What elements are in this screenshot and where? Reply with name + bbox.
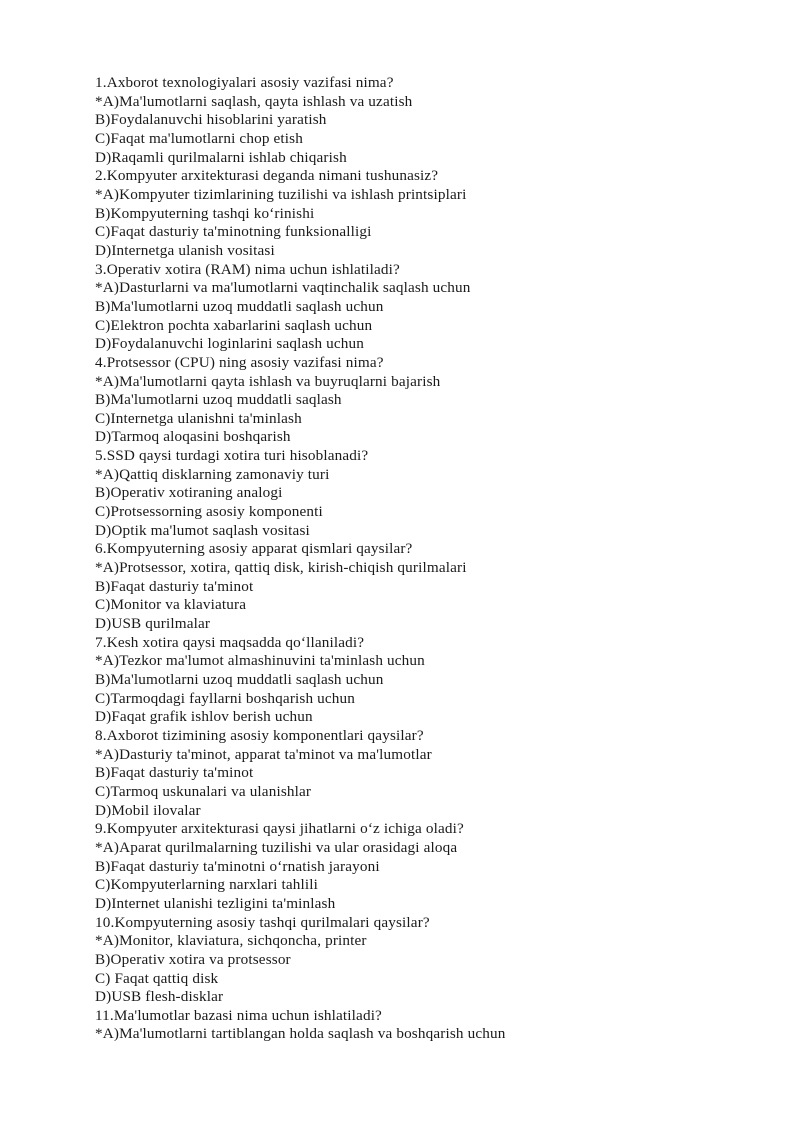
answer-option: C)Monitor va klaviatura bbox=[95, 596, 247, 614]
answer-option: C)Kompyuterlarning narxlari tahlili bbox=[95, 876, 318, 894]
answer-option: C) Faqat qattiq disk bbox=[95, 969, 219, 987]
question-line: 4.Protsessor (CPU) ning asosiy vazifasi nima? bbox=[95, 353, 384, 371]
answer-option: B)Kompyuterning tashqi koʻrinishi bbox=[95, 204, 315, 222]
answer-option-correct: *A)Tezkor ma'lumot almashinuvini ta'minlash uchun bbox=[95, 652, 425, 670]
question-line: 9.Kompyuter arxitekturasi qaysi jihatlarni oʻz ichiga oladi? bbox=[95, 820, 464, 838]
question-line: 2.Kompyuter arxitekturasi deganda nimani tushunasiz? bbox=[95, 167, 439, 185]
answer-option-correct: *A)Kompyuter tizimlarining tuzilishi va ishlash printsiplari bbox=[95, 185, 467, 203]
answer-option-correct: *A)Ma'lumotlarni qayta ishlash va buyruqlarni bajarish bbox=[95, 372, 441, 390]
answer-option-correct: *A)Dasturlarni va ma'lumotlarni vaqtinchalik saqlash uchun bbox=[95, 279, 471, 297]
answer-option: B)Ma'lumotlarni uzoq muddatli saqlash uchun bbox=[95, 297, 384, 315]
document-text-body bbox=[95, 74, 735, 1044]
answer-option: D)USB flesh-disklar bbox=[95, 988, 224, 1006]
answer-option-correct: *A)Qattiq disklarning zamonaviy turi bbox=[95, 465, 330, 483]
answer-option: D)Foydalanuvchi loginlarini saqlash uchun bbox=[95, 335, 365, 353]
answer-option: B)Ma'lumotlarni uzoq muddatli saqlash bbox=[95, 391, 342, 409]
question-line: 5.SSD qaysi turdagi xotira turi hisoblanadi? bbox=[95, 447, 369, 465]
answer-option-correct: *A)Aparat qurilmalarning tuzilishi va ular orasidagi aloqa bbox=[95, 838, 458, 856]
answer-option-correct: *A)Ma'lumotlarni saqlash, qayta ishlash va uzatish bbox=[95, 92, 413, 110]
answer-option-correct: *A)Monitor, klaviatura, sichqoncha, printer bbox=[95, 932, 367, 950]
answer-option: C)Protsessorning asosiy komponenti bbox=[95, 503, 323, 521]
answer-option: C)Elektron pochta xabarlarini saqlash uchun bbox=[95, 316, 373, 334]
answer-option: B)Faqat dasturiy ta'minot bbox=[95, 764, 254, 782]
answer-option: C)Tarmoq uskunalari va ulanishlar bbox=[95, 782, 312, 800]
answer-option: D)Faqat grafik ishlov berish uchun bbox=[95, 708, 313, 726]
answer-option: D)Optik ma'lumot saqlash vositasi bbox=[95, 521, 310, 539]
answer-option: B)Ma'lumotlarni uzoq muddatli saqlash uchun bbox=[95, 671, 384, 688]
answer-option: B)Operativ xotiraning analogi bbox=[95, 484, 283, 502]
answer-option: B)Operativ xotira va protsessor bbox=[95, 950, 291, 968]
answer-option: D)Internetga ulanish vositasi bbox=[95, 241, 275, 259]
question-line: 6.Kompyuterning asosiy apparat qismlari qaysilar? bbox=[95, 540, 413, 558]
answer-option: B)Faqat dasturiy ta'minot bbox=[95, 577, 254, 595]
answer-option: D)USB qurilmalar bbox=[95, 615, 211, 633]
answer-option-correct: *A)Ma'lumotlarni tartiblangan holda saqlash va boshqarish uchun bbox=[95, 1025, 506, 1043]
question-line: 3.Operativ xotira (RAM) nima uchun ishlatiladi? bbox=[95, 260, 400, 278]
answer-option: D)Internet ulanishi tezligini ta'minlash bbox=[95, 894, 336, 912]
question-line: 10.Kompyuterning asosiy tashqi qurilmalari qaysilar? bbox=[95, 913, 430, 931]
answer-option: D)Raqamli qurilmalarni ishlab chiqarish bbox=[95, 148, 347, 166]
answer-option: C)Faqat ma'lumotlarni chop etish bbox=[95, 129, 303, 147]
answer-option: C)Tarmoqdagi fayllarni boshqarish uchun bbox=[95, 689, 356, 707]
question-line: 11.Ma'lumotlar bazasi nima uchun ishlatiladi? bbox=[95, 1006, 382, 1024]
answer-option-correct: *A)Dasturiy ta'minot, apparat ta'minot va ma'lumotlar bbox=[95, 745, 432, 763]
answer-option: B)Faqat dasturiy ta'minotni oʻrnatish jarayoni bbox=[95, 857, 380, 875]
answer-option-correct: *A)Protsessor, xotira, qattiq disk, kirish-chiqish qurilmalari bbox=[95, 559, 467, 577]
answer-option: C)Internetga ulanishni ta'minlash bbox=[95, 409, 302, 427]
answer-option: C)Faqat dasturiy ta'minotning funksionalligi bbox=[95, 223, 372, 241]
answer-option: D)Mobil ilovalar bbox=[95, 801, 201, 819]
answer-option: B)Foydalanuvchi hisoblarini yaratish bbox=[95, 111, 327, 129]
question-line: 7.Kesh xotira qaysi maqsadda qoʻllaniladi? bbox=[95, 633, 365, 651]
answer-option: D)Tarmoq aloqasini boshqarish bbox=[95, 428, 291, 446]
question-line: 8.Axborot tizimining asosiy komponentlari qaysilar? bbox=[95, 726, 424, 744]
question-line: 1.Axborot texnologiyalari asosiy vazifasi nima? bbox=[95, 74, 394, 91]
